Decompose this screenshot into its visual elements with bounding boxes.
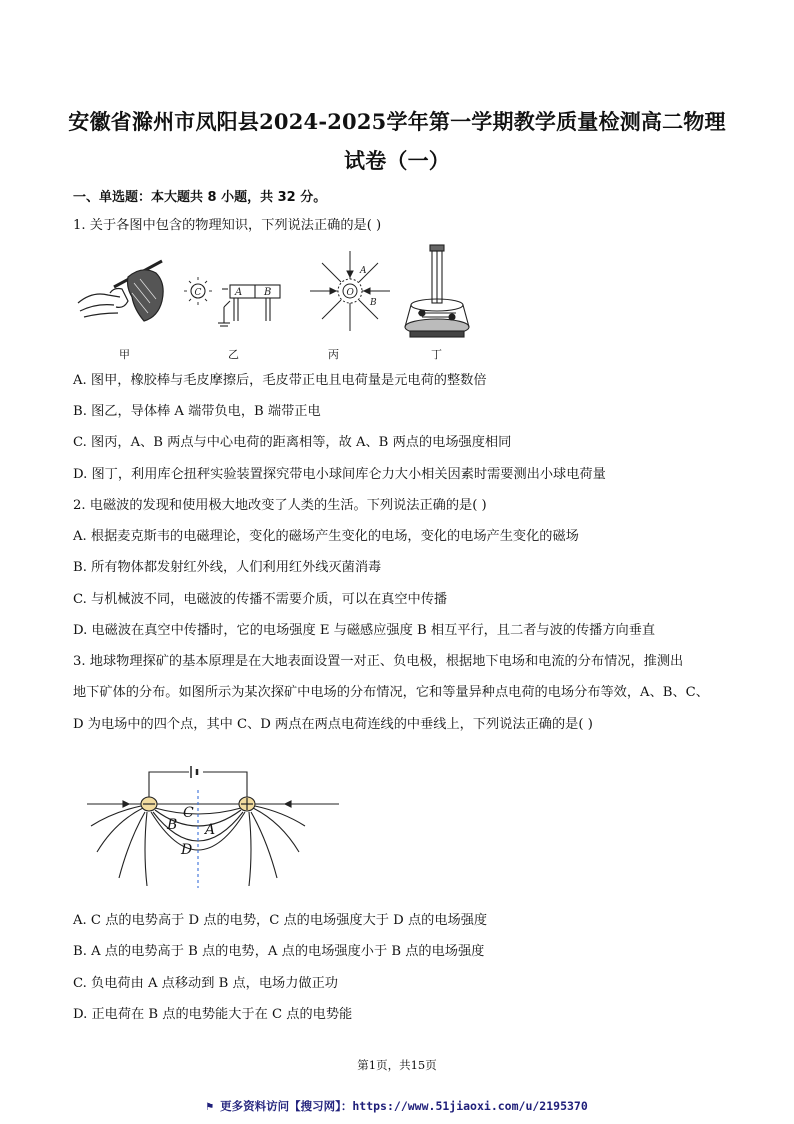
fig-yi-a-label: A: [235, 287, 243, 298]
q2-option-c: C. 与机械波不同，电磁波的传播不需要介质，可以在真空中传播: [73, 592, 448, 607]
q2-option-b: B. 所有物体都发射红外线，人们利用红外线灭菌消毒: [73, 560, 382, 575]
q3-label-d: D: [181, 842, 193, 858]
q1-fig-label-bing: 丙: [328, 348, 339, 361]
footer-banner[interactable]: [0, 1098, 794, 1114]
q2-option-d: D. 电磁波在真空中传播时，它的电场强度 E 与磁感应强度 B 相互平行，且二者与波的传播方向垂直: [73, 623, 656, 638]
fig-bing-o-label: O: [346, 288, 354, 298]
figure-ding: [405, 245, 469, 337]
q1-option-c: C. 图丙，A、B 两点与中心电荷的距离相等，故 A、B 两点的电场强度相同: [73, 435, 512, 450]
q1-option-d: D. 图丁，利用库仑扭秤实验装置探究带电小球间库仑力大小相关因素时需要测出小球电荷量: [73, 467, 606, 482]
flag-icon: ⚑: [206, 1099, 214, 1113]
q3-option-c: C. 负电荷由 A 点移动到 B 点，电场力做正功: [73, 976, 338, 991]
q1-stem: 1. 关于各图中包含的物理知识，下列说法正确的是( ): [73, 218, 382, 233]
figure-yi: [184, 277, 280, 326]
q3-option-b: B. A 点的电势高于 B 点的电势，A 点的电场强度小于 B 点的电场强度: [73, 944, 485, 959]
q1-figures: [70, 243, 480, 365]
figure-bing: [310, 251, 390, 331]
q1-option-a: A. 图甲，橡胶棒与毛皮摩擦后，毛皮带正电且电荷量是元电荷的整数倍: [73, 373, 487, 388]
q3-stem-line2: 地下矿体的分布。如图所示为某次探矿中电场的分布情况，它和等量异种点电荷的电场分布等效，A、B、C、: [73, 685, 709, 700]
q3-stem-line3: D 为电场中的四个点，其中 C、D 两点在两点电荷连线的中垂线上，下列说法正确的是( ): [73, 717, 593, 732]
q3-option-a: A. C 点的电势高于 D 点的电势，C 点的电场强度大于 D 点的电场强度: [73, 913, 488, 928]
fig-bing-a-label: A: [360, 266, 367, 276]
q1-fig-label-ding: 丁: [431, 348, 442, 361]
q2-option-a: A. 根据麦克斯韦的电磁理论，变化的磁场产生变化的电场，变化的电场产生变化的磁场: [73, 529, 579, 544]
q3-label-b: B: [167, 817, 178, 833]
footer-banner-text[interactable]: 更多资料访问【搜习网】：https://www.51jiaoxi.com/u/2195370: [220, 1099, 588, 1113]
page-title-line1: 安徽省滁州市凤阳县2024-2025学年第一学期教学质量检测高二物理: [68, 109, 726, 134]
q1-fig-label-yi: 乙: [228, 348, 239, 361]
q3-label-c: C: [183, 805, 194, 821]
page-number: 第1页，共15页: [357, 1058, 437, 1072]
q3-label-a: A: [205, 822, 216, 838]
section-header: 一、单选题：本大题共 8 小题，共 32 分。: [73, 190, 327, 205]
q1-fig-label-jia: 甲: [119, 348, 130, 361]
fig-bing-b-label: B: [370, 298, 377, 308]
q3-figure: [85, 760, 345, 890]
q3-stem-line1: 3. 地球物理探矿的基本原理是在大地表面设置一对正、负电极，根据地下电场和电流的分布情况，推测出: [73, 654, 684, 669]
q2-stem: 2. 电磁波的发现和使用极大地改变了人类的生活。下列说法正确的是( ): [73, 498, 487, 513]
q3-option-d: D. 正电荷在 B 点的电势能大于在 C 点的电势能: [73, 1007, 353, 1022]
fig-yi-c-label: C: [194, 288, 202, 298]
q1-option-b: B. 图乙，导体棒 A 端带负电，B 端带正电: [73, 404, 321, 419]
page-title-line2: 试卷（一）: [344, 148, 450, 173]
fig-yi-b-label: B: [264, 287, 272, 298]
figure-jia: [78, 261, 163, 321]
